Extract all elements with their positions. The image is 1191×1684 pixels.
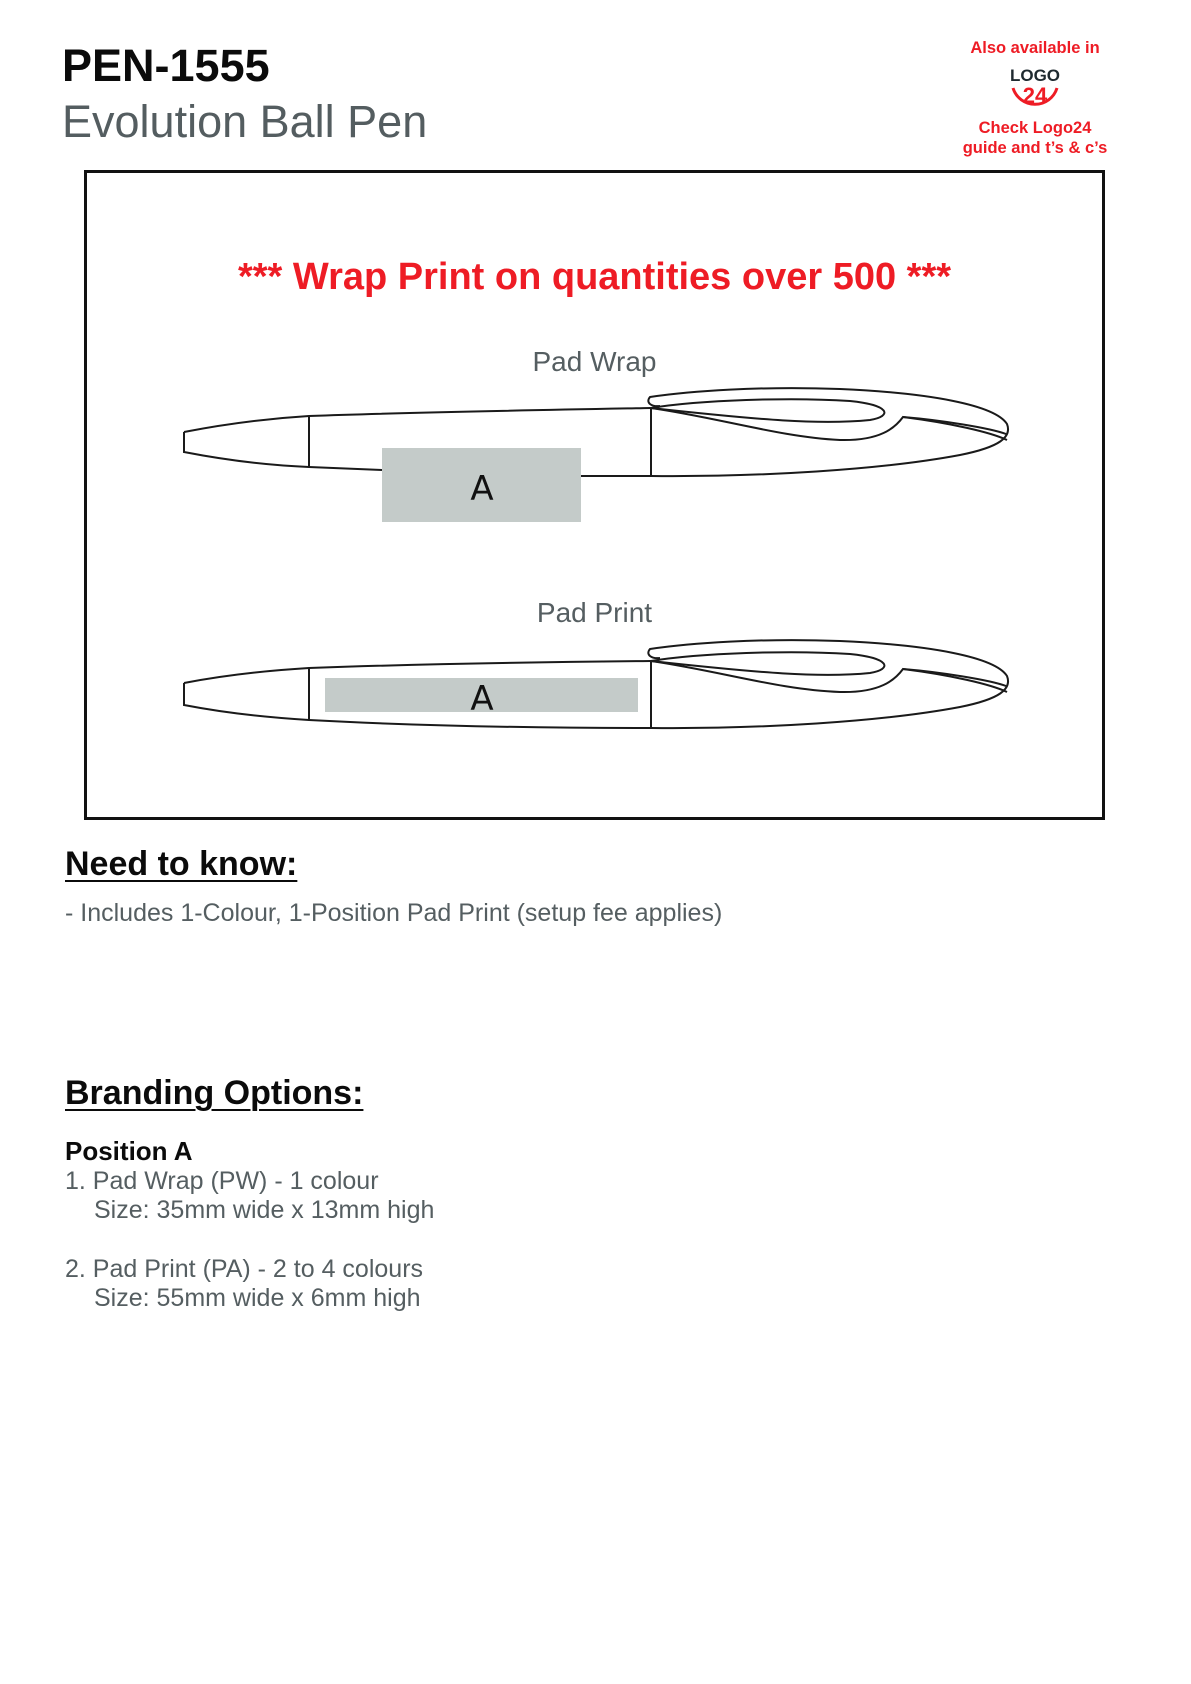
- position-a-title: Position A: [65, 1136, 193, 1166]
- pad-wrap-label: Pad Wrap: [532, 346, 657, 377]
- need-to-know-heading: Need to know:: [65, 845, 298, 883]
- logo24-guide-text-line1: Check Logo24: [978, 119, 1092, 137]
- logo24-availability-text: Also available in: [970, 39, 1100, 57]
- branding-option-2-size: Size: 55mm wide x 6mm high: [94, 1284, 421, 1312]
- product-code: PEN-1555: [62, 40, 270, 91]
- logo24-guide-text-line2: guide and t’s & c’s: [962, 139, 1108, 157]
- position-a-marker-pad-print: A: [470, 679, 494, 719]
- product-name: Evolution Ball Pen: [62, 96, 428, 147]
- position-a-marker-pad-wrap: A: [470, 469, 494, 509]
- branding-option-1-title: 1. Pad Wrap (PW) - 1 colour: [65, 1167, 379, 1195]
- need-to-know-item: - Includes 1-Colour, 1-Position Pad Print (setup fee applies): [65, 899, 723, 927]
- branding-option-1-size: Size: 35mm wide x 13mm high: [94, 1196, 435, 1224]
- pad-print-label: Pad Print: [536, 597, 653, 628]
- pen-illustration-pad-wrap: [184, 388, 1008, 476]
- logo24-word: LOGO: [1009, 66, 1061, 85]
- logo24-number: 24: [1022, 83, 1048, 108]
- branding-option-2-title: 2. Pad Print (PA) - 2 to 4 colours: [65, 1255, 424, 1283]
- wrap-print-notice: *** Wrap Print on quantities over 500 ***: [237, 256, 952, 298]
- branding-options-heading: Branding Options:: [65, 1074, 364, 1112]
